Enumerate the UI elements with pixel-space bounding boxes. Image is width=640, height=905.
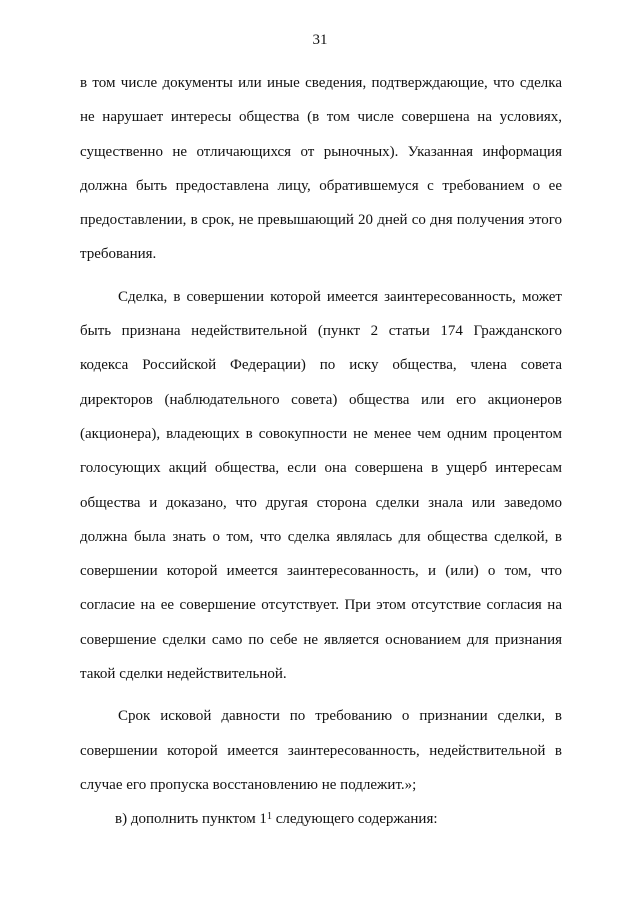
list-item-suffix: следующего содержания: bbox=[271, 811, 438, 828]
list-item-amendment bbox=[80, 802, 562, 836]
paragraph-limitation-period: Срок исковой давности по требованию о признании сделки, в совершении которой имеется заинтересованность, недействительной в случае его пропуска восстановлению не подлежит.»; bbox=[80, 708, 562, 793]
list-item-prefix: в) дополнить пунктом 1 bbox=[115, 811, 267, 828]
paragraph-continuation: в том числе документы или иные сведения, подтверждающие, что сделка не нарушает интересы общества (в том числе совершена на условиях, существенно не отличающихся от рыночных). Указанная информация должна быть предоставлена лицу, обратившемуся с требованием о ее предоставлении, в срок, не превышающий 20 дней со дня получения этого требования. bbox=[80, 75, 562, 263]
list-item-superscript: 1 bbox=[266, 811, 272, 823]
page-number: 31 bbox=[312, 32, 328, 48]
paragraph-interested-party-transaction: Сделка, в совершении которой имеется заинтересованность, может быть признана недействительной (пункт 2 статьи 174 Гражданского кодекса Российской Федерации) по иску общества, члена совета директоров (наблюдательного совета) общества или его акционеров (акционера), владеющих в совокупности не менее чем одним процентом голосующих акций общества, если она совершена в ущерб интересам общества и доказано, что другая сторона сделки знала или заведомо должна была знать о том, что сделка являлась для общества сделкой, в совершении которой имеется заинтересованность, и (или) о том, что согласие на ее совершение отсутствует. При этом отсутствие согласия на совершение сделки само по себе не является основанием для признания такой сделки недействительной. bbox=[80, 288, 562, 683]
document-body bbox=[80, 66, 562, 837]
